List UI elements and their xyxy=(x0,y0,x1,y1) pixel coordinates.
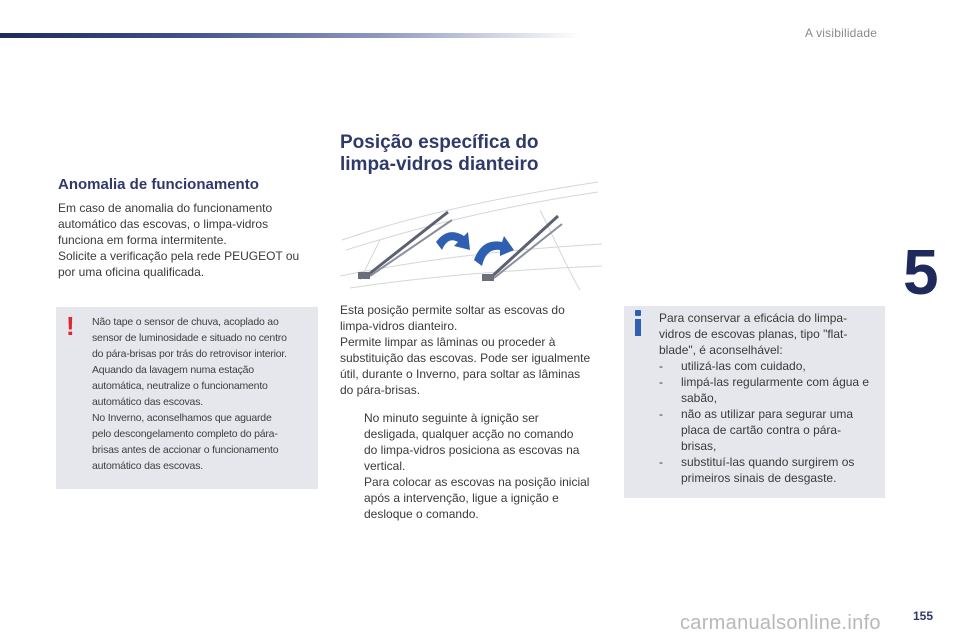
windscreen-wipers-illustration xyxy=(340,180,602,292)
header-gradient-bar xyxy=(0,33,580,38)
left-wiper-arm-icon xyxy=(358,212,452,279)
warning-text: Não tape o sensor de chuva, acoplado ao sensor de luminosidade e situado no centro do pára-brisas por trás do retrovisor interior. Aquando da lavagem numa estação automática, neutralize o funcionamento automático das escovas. No Inverno, aconselhamos que aguarde pelo descongelamento completo do pára- brisas antes de accionar o funcionamento automático das escovas. xyxy=(92,316,287,472)
section-title: A visibilidade xyxy=(805,26,878,40)
position-intro: Esta posição permite soltar as escovas do limpa-vidros dianteiro. Permite limpar as lâminas ou proceder à substituição das escovas. Pode ser igualmente útil, durante o Inverno, para soltar as lâminas do pára-brisas. xyxy=(340,303,591,397)
list-item: - utilizá-las com cuidado, xyxy=(659,359,806,373)
info-intro: Para conservar a eficácia do limpa- vidros de escovas planas, tipo "flat- blade", é aconselhável: xyxy=(659,311,848,357)
page-number: 155 xyxy=(913,609,934,623)
list-item: - não as utilizar para segurar uma placa de cartão contra o pára- brisas, xyxy=(659,407,854,453)
anomaly-paragraph: Em caso de anomalia do funcionamento automático das escovas, o limpa-vidros funciona em forma intermitente. Solicite a verificação pela rede PEUGEOT ou por uma oficina qualificada. xyxy=(58,201,300,279)
left-arrow-icon xyxy=(436,232,470,250)
info-icon xyxy=(633,310,643,336)
page-title: Posição específica do limpa-vidros dianteiro xyxy=(340,132,539,175)
chapter-number: 5 xyxy=(903,236,939,308)
list-item: Para colocar as escovas na posição inicial após a intervenção, ligue a ignição e desloque o comando. xyxy=(364,475,590,521)
position-steps xyxy=(340,410,620,522)
info-list xyxy=(659,358,883,486)
watermark: carmanualsonline.info xyxy=(680,612,881,634)
exclamation-warning-icon: ! xyxy=(66,311,75,341)
list-item: No minuto seguinte à ignição ser desligada, qualquer acção no comando do limpa-vidros posiciona as escovas na vertical. xyxy=(364,411,580,473)
anomaly-heading: Anomalia de funcionamento xyxy=(58,176,259,193)
list-item: - limpá-las regularmente com água e sabão, xyxy=(659,375,870,405)
list-item: - substituí-las quando surgirem os primeiros sinais de desgaste. xyxy=(659,455,855,485)
